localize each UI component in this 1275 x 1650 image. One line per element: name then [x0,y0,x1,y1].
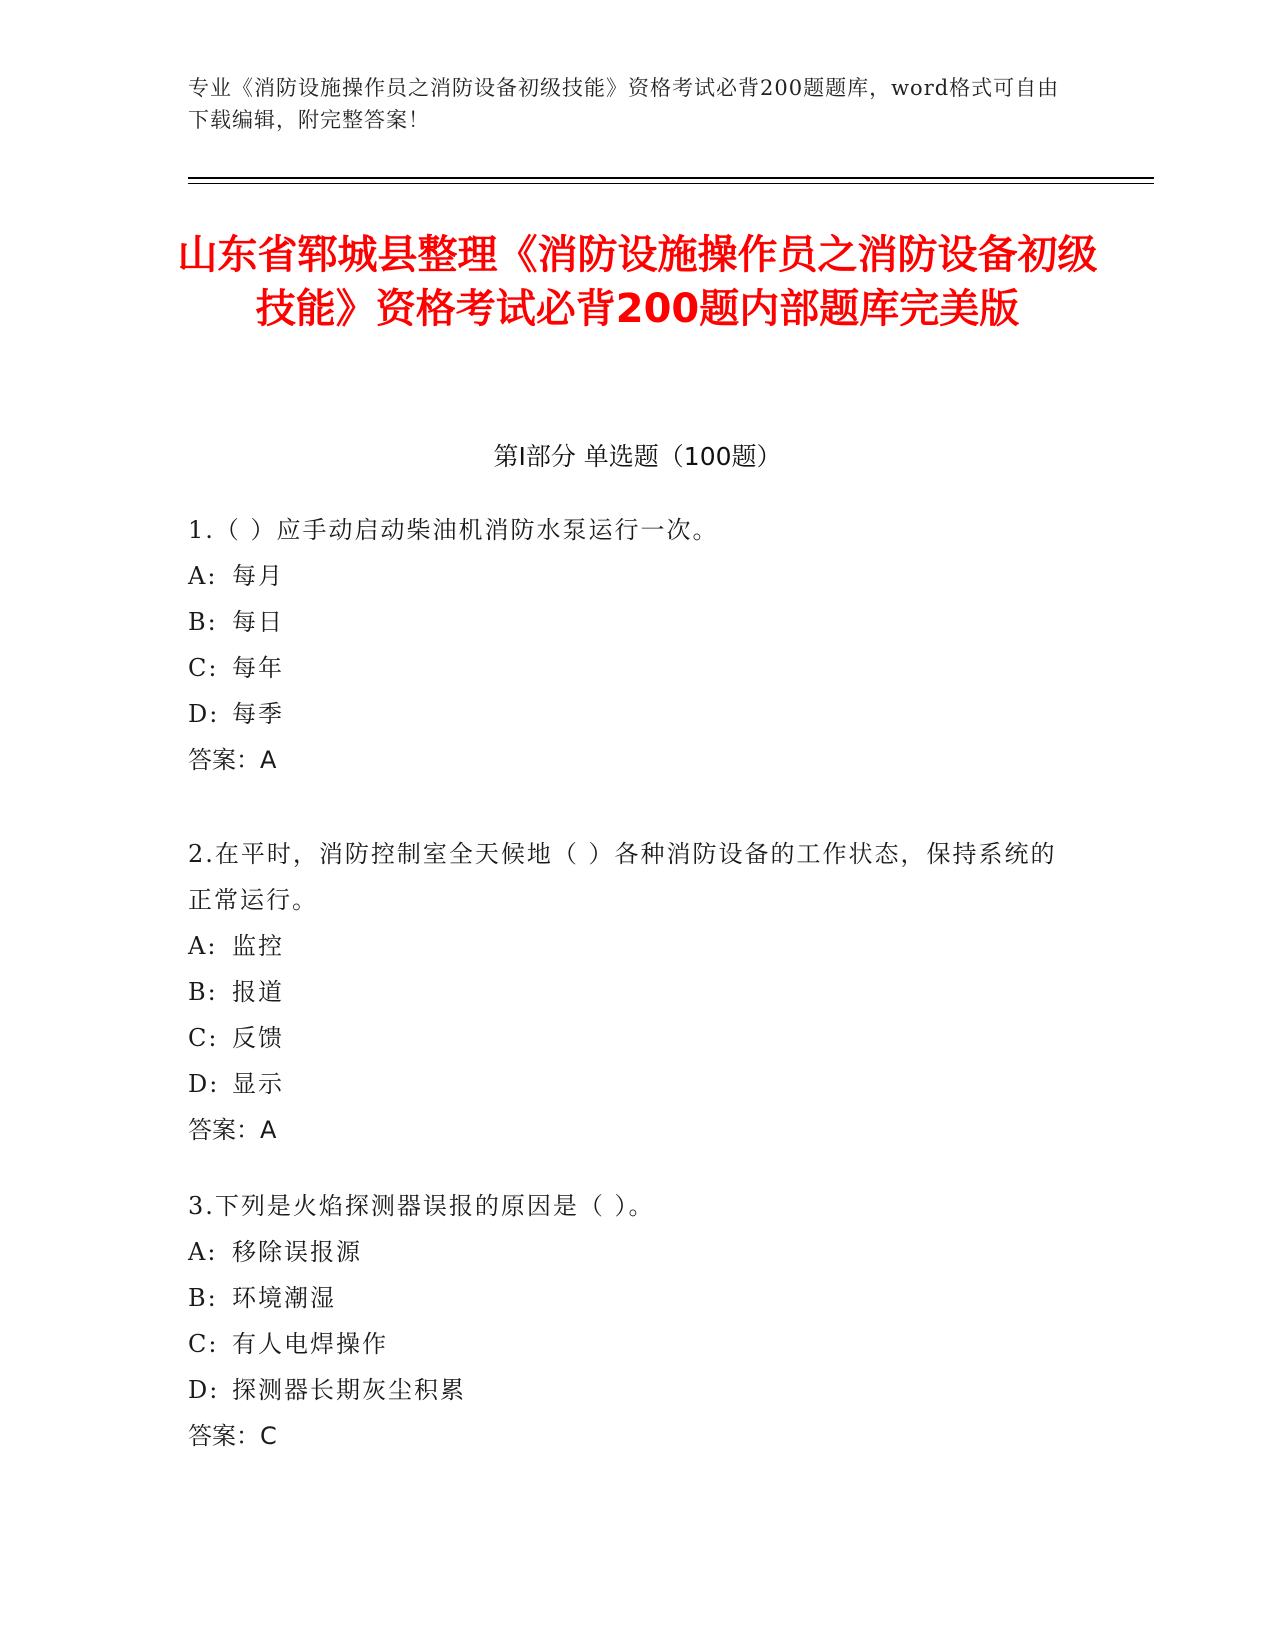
option-c [188,645,1068,691]
option-key: D: [188,1376,220,1404]
option-key: B: [188,978,218,1006]
option-a [188,553,1068,599]
option-b [188,599,1068,645]
option-key: C: [188,1330,219,1358]
question-3 [188,1183,1068,1459]
option-text: 每日 [232,608,284,636]
option-key: D: [188,1070,220,1098]
header-note: 专业《消防设施操作员之消防设备初级技能》资格考试必背200题题库，word格式可自由下载编辑，附完整答案！ [188,76,1060,132]
option-d [188,691,1068,737]
option-text: 移除误报源 [232,1238,362,1266]
option-b [188,1275,1068,1321]
question-stem: 3.下列是火焰探测器误报的原因是（ ）。 [188,1192,655,1220]
option-text: 有人电焊操作 [232,1330,388,1358]
option-d [188,1061,1068,1107]
document-title: 山东省郓城县整理《消防设施操作员之消防设备初级技能》资格考试必背200题内部题库完美版 [177,232,1098,332]
option-c [188,1015,1068,1061]
option-text: 探测器长期灰尘积累 [232,1376,466,1404]
option-key: B: [188,1284,218,1312]
question-1 [188,507,1068,783]
option-a [188,1229,1068,1275]
option-key: A: [188,562,218,590]
option-key: A: [188,932,218,960]
question-2 [188,831,1068,1153]
question-stem: 2.在平时，消防控制室全天候地（ ）各种消防设备的工作状态，保持系统的正常运行。 [188,840,1057,914]
option-text: 显示 [232,1070,284,1098]
option-text: 每月 [232,562,284,590]
question-stem: 1.（ ）应手动启动柴油机消防水泵运行一次。 [188,516,719,544]
option-key: C: [188,654,219,682]
option-key: B: [188,608,218,636]
answer: 答案：A [188,1116,277,1144]
option-key: A: [188,1238,218,1266]
option-text: 监控 [232,932,284,960]
header-rule-thick [188,177,1154,179]
option-a [188,923,1068,969]
option-d [188,1367,1068,1413]
option-text: 每年 [232,654,284,682]
header-rule-thin [188,183,1154,184]
answer: 答案：C [188,1422,277,1450]
answer: 答案：A [188,746,277,774]
option-c [188,1321,1068,1367]
option-text: 报道 [232,978,284,1006]
option-text: 每季 [232,700,284,728]
option-text: 反馈 [232,1024,284,1052]
section-title: 第I部分 单选题（100题） [493,442,782,471]
option-text: 环境潮湿 [232,1284,336,1312]
option-key: D: [188,700,220,728]
option-b [188,969,1068,1015]
option-key: C: [188,1024,219,1052]
